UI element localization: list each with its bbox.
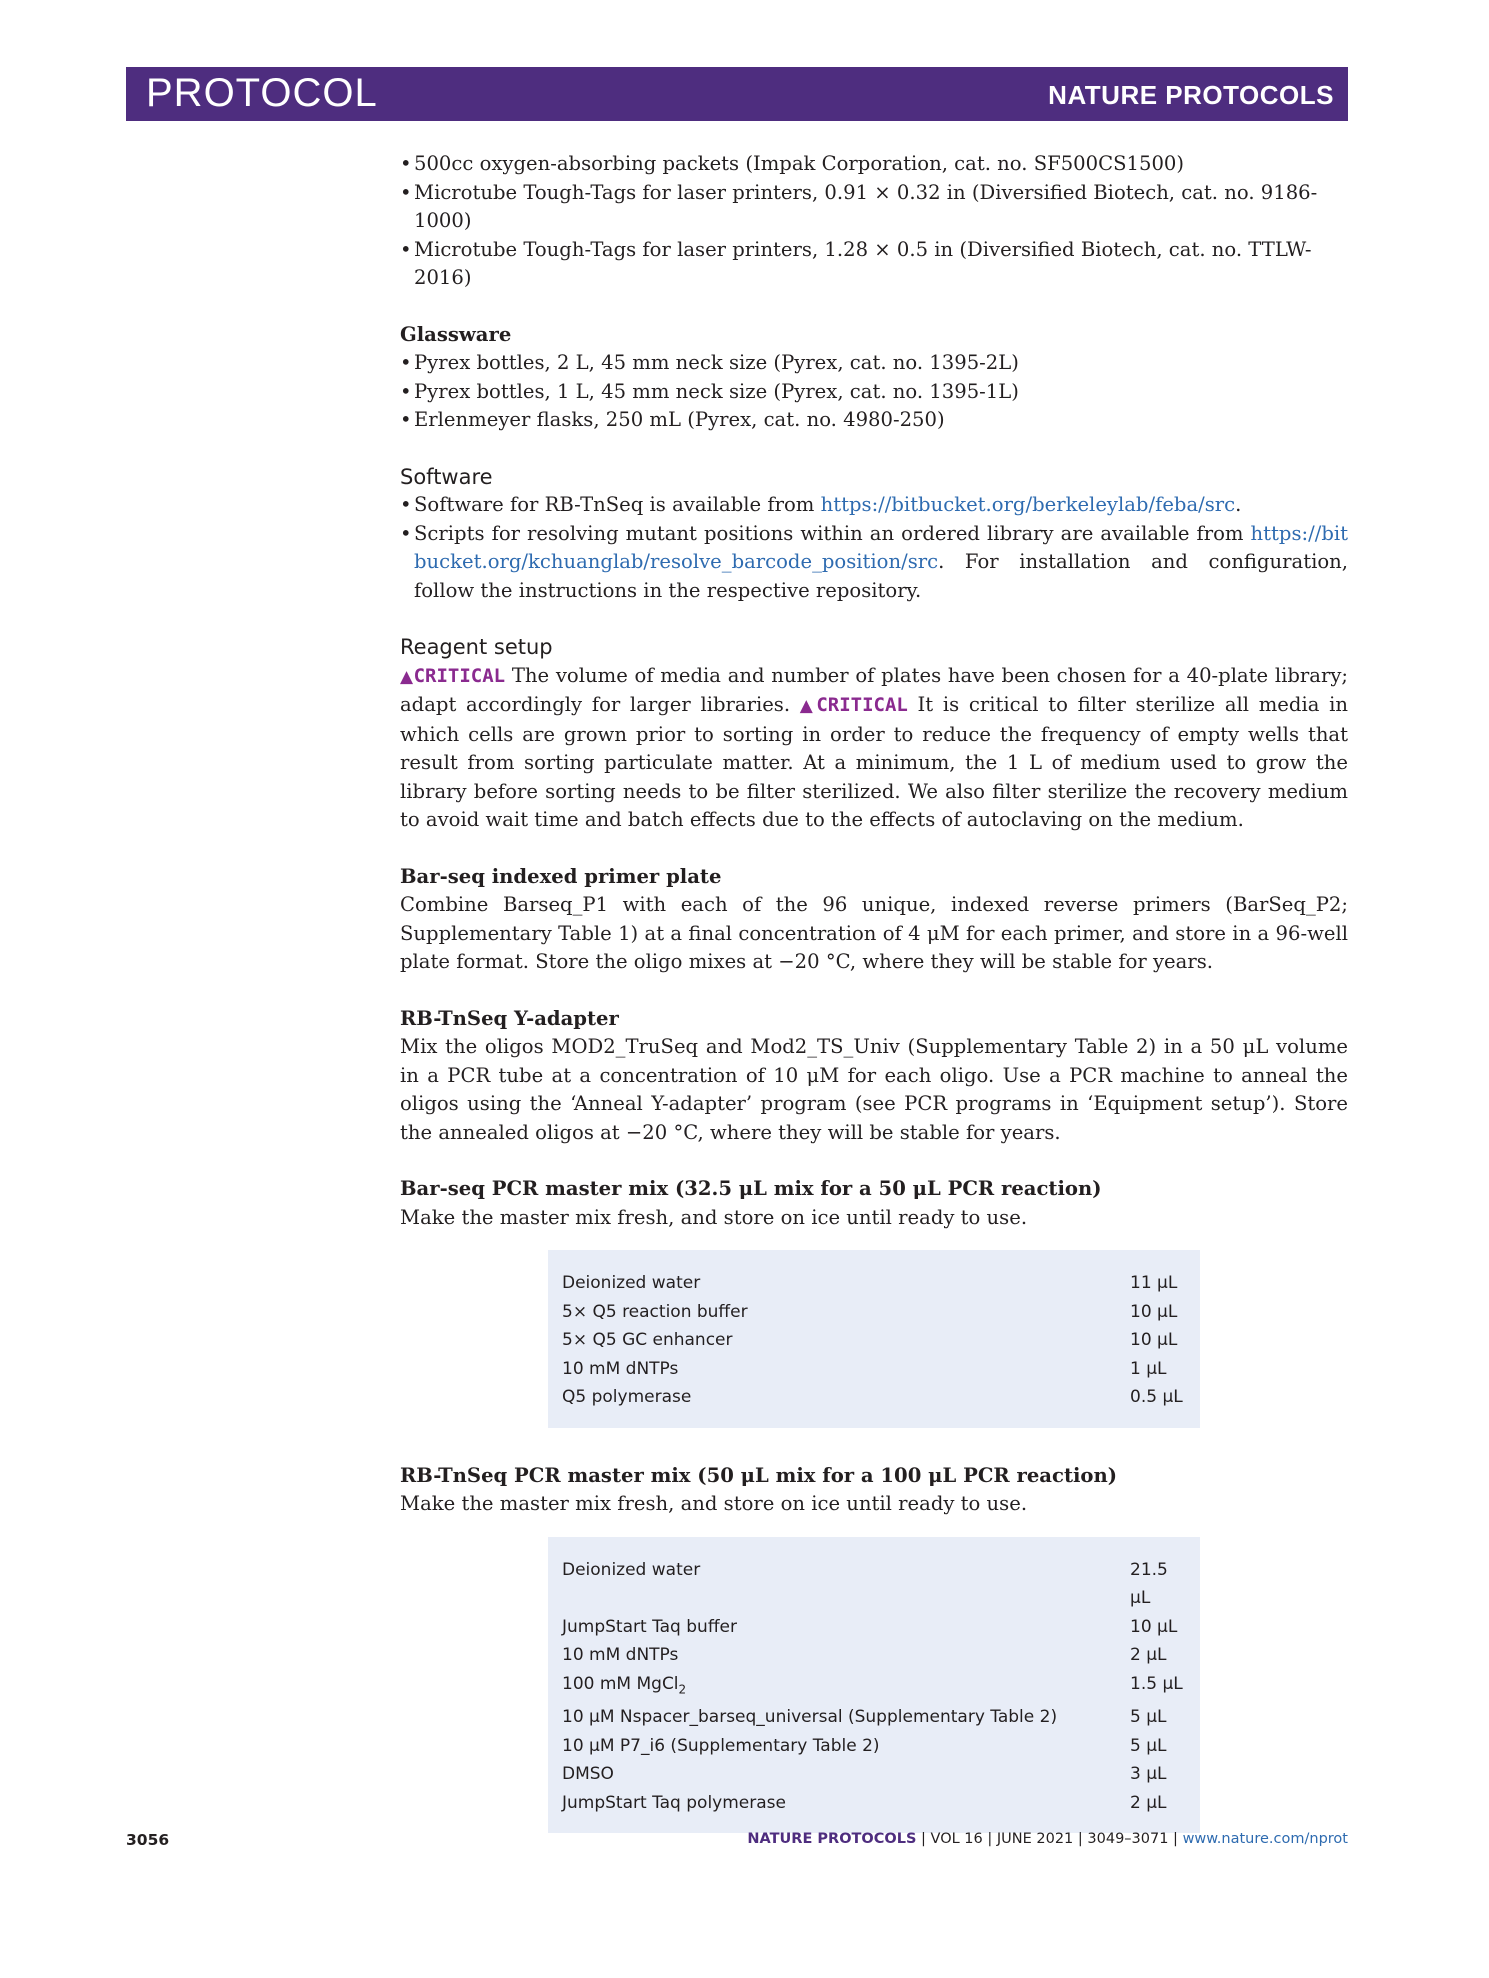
header-banner [126, 67, 1348, 121]
list-item: • Software for RB-TnSeq is available from https://bitbucket.org/berkeleylab/feba/src. [400, 493, 1242, 516]
table-row: 5× Q5 reaction buffer 10 μL [562, 1301, 1178, 1322]
table-row: Deionized water 21.5 μL [562, 1559, 1168, 1608]
page-number: 3056 [126, 1831, 170, 1849]
glassware-heading: Glassware [400, 322, 512, 346]
feba-link[interactable]: https://bitbucket.org/berkeleylab/feba/src [820, 493, 1236, 516]
table-row: JumpStart Taq buffer 10 μL [562, 1616, 1178, 1637]
main-content [400, 150, 1348, 1833]
yadapter-text: Mix the oligos MOD2_TruSeq and Mod2_TS_Univ (Supplementary Table 2) in a 50 μL volume in a PCR tube at a concentration of 10 μM for each oligo. Use a PCR machine to anneal the oligos using the ‘Anneal Y-adapter’ program (see PCR programs in ‘Equipment setup’). Store the annealed oligos at −20 °C, where they will be stable for years. [400, 1035, 1348, 1144]
barseq-mix-heading: Bar-seq PCR master mix (32.5 μL mix for a 50 μL PCR reaction) [400, 1177, 1102, 1200]
barseq-mix-table [548, 1250, 1200, 1428]
rbtnseq-mix-heading: RB-TnSeq PCR master mix (50 μL mix for a 100 μL PCR reaction) [400, 1463, 1118, 1487]
list-item: • 500cc oxygen-absorbing packets (Impak Corporation, cat. no. SF500CS1500) [400, 152, 1185, 175]
barseq-plate-heading: Bar-seq indexed primer plate [400, 864, 722, 888]
table-row: 10 μM Nspacer_barseq_universal (Supplementary Table 2) 5 μL [562, 1707, 1167, 1728]
journal-url-link[interactable]: www.nature.com/nprot [1182, 1831, 1348, 1847]
table-row: JumpStart Taq polymerase 2 μL [562, 1792, 1167, 1813]
table-row: 10 mM dNTPs 2 μL [562, 1645, 1167, 1665]
reagent-setup-text: ▲CRITICAL The volume of media and number of plates have been chosen for a 40-plate library; adapt accordingly for larger libraries. ▲CRITICAL It is critical to filter sterilize all media in which cells are grown prior to sorting in order to reduce the frequency of empty wells that result from sorting particulate matter. At a minimum, the 1 L of medium used to grow the library before sorting needs to be filter sterilized. We also filter sterilize the recovery medium to avoid wait time and batch effects due to the effects of autoclaving on the medium. [400, 663, 1349, 831]
table-row: Deionized water 11 μL [562, 1273, 1178, 1293]
reagent-setup-heading: Reagent setup [400, 635, 553, 659]
list-item: • Pyrex bottles, 2 L, 45 mm neck size (Pyrex, cat. no. 1395-2L) [400, 351, 1019, 374]
list-item: • Microtube Tough-Tags for laser printers, 0.91 × 0.32 in (Diversified Biotech, cat. no. 9186-1000) [400, 180, 1318, 232]
critical-label: CRITICAL [413, 664, 506, 687]
table-row: 10 μM P7_i6 (Supplementary Table 2) 5 μL [562, 1735, 1167, 1756]
section-type-label: PROTOCOL [146, 71, 378, 115]
list-item: • Scripts for resolving mutant positions within an ordered library are available from https://bitbucket.org/kchuanglab/resolve_barcode_position/src. For installation and configuration, follow the instructions in the respective repository. [400, 521, 1348, 602]
yadapter-heading: RB-TnSeq Y-adapter [400, 1006, 619, 1030]
resolve-barcode-link[interactable]: https://bitbucket.org/kchuanglab/resolve_barcode_position/src [414, 521, 1348, 573]
critical-triangle-icon: ▲ [400, 666, 414, 687]
list-item: • Erlenmeyer flasks, 250 mL (Pyrex, cat. no. 4980-250) [400, 408, 945, 431]
rbtnseq-mix-table [548, 1537, 1200, 1834]
table-row: 10 mM dNTPs 1 μL [562, 1358, 1167, 1379]
journal-name: NATURE PROTOCOLS [1048, 80, 1334, 110]
barseq-plate-text: Combine Barseq_P1 with each of the 96 unique, indexed reverse primers (BarSeq_P2; Supplementary Table 1) at a final concentration of 4 μM for each primer, and store in a 96-well plate format. Store the oligo mixes at −20 °C, where they will be stable for years. [400, 893, 1348, 973]
table-row: Q5 polymerase 0.5 μL [562, 1387, 1183, 1407]
list-item: • Pyrex bottles, 1 L, 45 mm neck size (Pyrex, cat. no. 1395-1L) [400, 379, 1019, 403]
table-row: 100 mM MgCl$_2$ 1.5 μL [562, 1673, 1183, 1696]
footer-citation: NATURE PROTOCOLS | VOL 16 | JUNE 2021 | 3049–3071 | www.nature.com/nprot [747, 1831, 1348, 1847]
rbtnseq-mix-text: Make the master mix fresh, and store on ice until ready to use. [400, 1492, 1028, 1515]
critical-label: CRITICAL [816, 694, 908, 716]
critical-triangle-icon: ▲ [799, 696, 817, 716]
table-row: 5× Q5 GC enhancer 10 μL [562, 1330, 1178, 1350]
list-item: • Microtube Tough-Tags for laser printers, 1.28 × 0.5 in (Diversified Biotech, cat. no. TTLW-2016) [400, 237, 1312, 289]
barseq-mix-text: Make the master mix fresh, and store on ice until ready to use. [400, 1205, 1028, 1229]
software-heading: Software [400, 464, 493, 489]
table-row: DMSO 3 μL [562, 1764, 1167, 1785]
